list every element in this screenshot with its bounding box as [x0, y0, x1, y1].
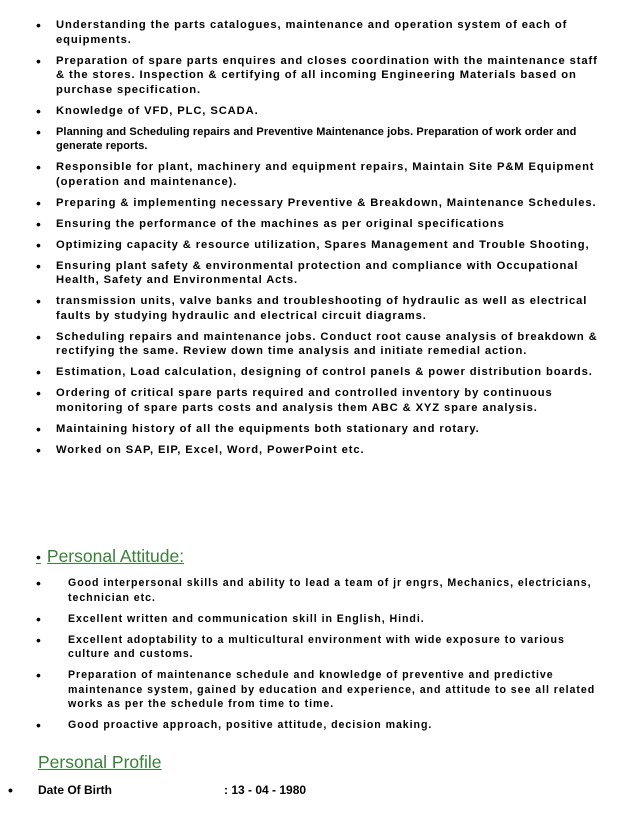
bullet-icon: • [36, 159, 41, 175]
list-item: • Responsible for plant, machinery and equipment repairs, Maintain Site P&M Equipment (operation and maintenance). [36, 159, 595, 188]
list-item: • Ensuring the performance of the machines as per original specifications [36, 215, 505, 232]
bullet-icon: • [36, 575, 41, 591]
list-item: • Excellent adoptability to a multicultural environment with wide exposure to various culture and customs. [36, 631, 565, 660]
bullet-icon: • [36, 215, 41, 232]
list-item: • Good proactive approach, positive attitude, decision making. [36, 717, 433, 733]
bullet-icon: • [36, 236, 41, 253]
bullet-icon: • [36, 631, 41, 648]
list-item: • Preparation of maintenance schedule and knowledge of preventive and predictive maintenance system, gained by education and experience, and attitude to see all related works as per the schedule from time to time. [36, 667, 596, 710]
list-item: • Optimizing capacity & resource utilization, Spares Management and Trouble Shooting, [36, 236, 590, 253]
personal-attitude-heading [36, 546, 184, 567]
list-item: • Estimation, Load calculation, designing of control panels & power distribution boards. [36, 364, 593, 380]
bullet-icon: • [36, 420, 41, 437]
bullet-icon: • [36, 123, 41, 140]
bullet-icon: • [36, 385, 41, 401]
list-item: • Preparing & implementing necessary Preventive & Breakdown, Maintenance Schedules. [36, 194, 597, 211]
bullet-icon: • [36, 102, 41, 119]
list-item: • Knowledge of VFD, PLC, SCADA. [36, 102, 259, 119]
list-item: • Ordering of critical spare parts required and controlled inventory by continuous monitoring of spare parts costs and analysis them ABC & XYZ spare analysis. [36, 385, 553, 414]
list-item: • transmission units, valve banks and troubleshooting of hydraulic as well as electrical faults by studying hydraulic and electrical circuit diagrams. [36, 293, 588, 322]
bullet-icon: • [36, 441, 41, 458]
personal-profile-heading: Personal Profile [38, 752, 162, 772]
bullet-icon: • [36, 328, 41, 345]
dob-label: Date Of Birth [38, 783, 113, 797]
bullet-icon: • [36, 364, 41, 380]
bullet-icon: • [36, 548, 41, 565]
list-item: • Understanding the parts catalogues, maintenance and operation system of each of equipments. [36, 17, 568, 46]
list-item: • Maintaining history of all the equipments both stationary and rotary. [36, 420, 480, 437]
section-title: Personal Attitude: [46, 546, 185, 566]
bullet-icon: • [36, 293, 41, 309]
list-item: • Scheduling repairs and maintenance jobs. Conduct root cause analysis of breakdown & rectifying the same. Review down time analysis and initiate remedial action. [36, 328, 598, 357]
dob-value: : 13 - 04 - 1980 [224, 783, 307, 797]
responsibilities-list [36, 18, 604, 464]
personal-attitude-list [36, 576, 596, 739]
bullet-icon: • [36, 17, 41, 33]
bullet-icon: • [36, 194, 41, 211]
list-item: • Good interpersonal skills and ability to lead a team of jr engrs, Mechanics, electricians, technician etc. [36, 575, 592, 604]
bullet-icon: • [36, 667, 41, 683]
list-item: • Ensuring plant safety & environmental protection and compliance with Occupational Health, Safety and Environmental Acts. [36, 257, 579, 286]
list-item: • Planning and Scheduling repairs and Preventive Maintenance jobs. Preparation of work order and generate reports. [36, 123, 577, 152]
bullet-icon: • [36, 52, 41, 69]
list-item: • Preparation of spare parts enquires and closes coordination with the maintenance staff & the stores. Inspection & certifying of all incoming Engineering Materials based on purchase specification. [36, 52, 598, 96]
bullet-icon: • [36, 257, 41, 274]
list-item: • Excellent written and communication skill in English, Hindi. [36, 610, 425, 627]
bullet-icon: • [36, 717, 41, 733]
bullet-icon: • [8, 782, 13, 798]
list-item: • Worked on SAP, EIP, Excel, Word, PowerPoint etc. [36, 441, 365, 458]
bullet-icon: • [36, 610, 41, 627]
